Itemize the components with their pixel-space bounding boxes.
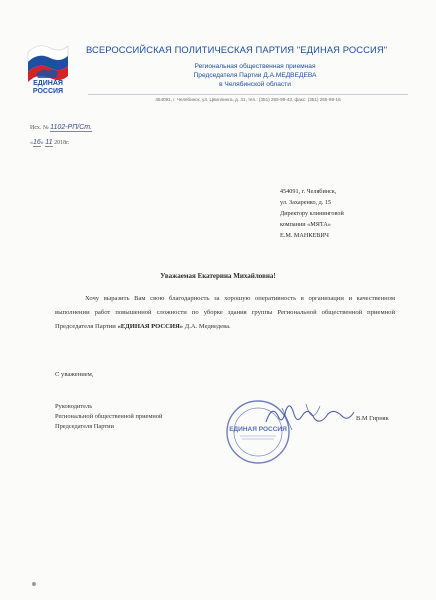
scan-artifact	[32, 582, 36, 586]
closing-regards: С уважением,	[55, 371, 94, 378]
signatory-title-line-2: Региональной общественной приемной	[55, 413, 163, 420]
letter-body	[55, 292, 395, 334]
letterhead-divider	[88, 94, 408, 95]
recipient-line-3: Директору клининговой	[280, 210, 344, 217]
body-text-1: Хочу выразить Вам свою благодарность за хорошую оперативность в организации и качественном выполнении работ повышенной сложности по уборке здания группы Региональной общественной приемной Председателя Партии	[55, 295, 395, 330]
signatory-title	[55, 402, 162, 432]
outgoing-number	[30, 124, 92, 132]
party-name: ВСЕРОССИЙСКАЯ ПОЛИТИЧЕСКАЯ ПАРТИЯ "ЕДИНАЯ РОССИЯ"	[86, 44, 388, 55]
outgoing-date-year: 2018г.	[54, 140, 70, 146]
body-text-2: Д.А. Медведева.	[184, 323, 231, 330]
signatory-title-line-3: Председателя Партии	[55, 423, 114, 430]
office-line-1: Региональная общественная приемная	[194, 63, 316, 70]
recipient-line-5: Е.М. МАНКЕВИЧ	[280, 232, 329, 239]
office-line-3: в Челябинской области	[219, 81, 291, 88]
outgoing-date-month: 11	[45, 139, 53, 146]
outgoing-date-day: 16	[33, 139, 41, 146]
signatory-title-line-1: Руководитель	[55, 403, 93, 410]
recipient-line-4: компании «МЯТА»	[280, 221, 331, 228]
outgoing-number-label: Исх. №	[30, 125, 49, 131]
outgoing-number-value: 1102-РП/Ст.	[50, 124, 92, 131]
handwritten-signature	[262, 396, 358, 438]
signatory-name: В.М Гирняк	[356, 415, 389, 422]
body-party-name: «ЕДИНАЯ РОССИЯ»	[117, 323, 184, 330]
logo-wordmark: ЕДИНАЯ РОССИЯ	[32, 80, 64, 95]
recipient-block	[280, 186, 344, 241]
recipient-line-1: 454091, г. Челябинск,	[280, 188, 337, 195]
recipient-line-2: ул. Захаренко, д. 15	[280, 199, 332, 206]
salutation: Уважаемая Екатерина Михайловна!	[160, 272, 276, 280]
office-line-2: Председателя Партии Д.А.МЕДВЕДЕВА	[193, 72, 317, 79]
office-name	[150, 62, 360, 89]
outgoing-date: «16» 11 2018г.	[30, 139, 70, 146]
office-address: 454091, г. Челябинск, ул. Цвиллинга, д. 31, тел.: (351) 265-99-43, факс: (351) 265-99-16	[155, 97, 341, 102]
stamp-text: ЕДИНАЯ РОССИЯ	[229, 426, 287, 433]
